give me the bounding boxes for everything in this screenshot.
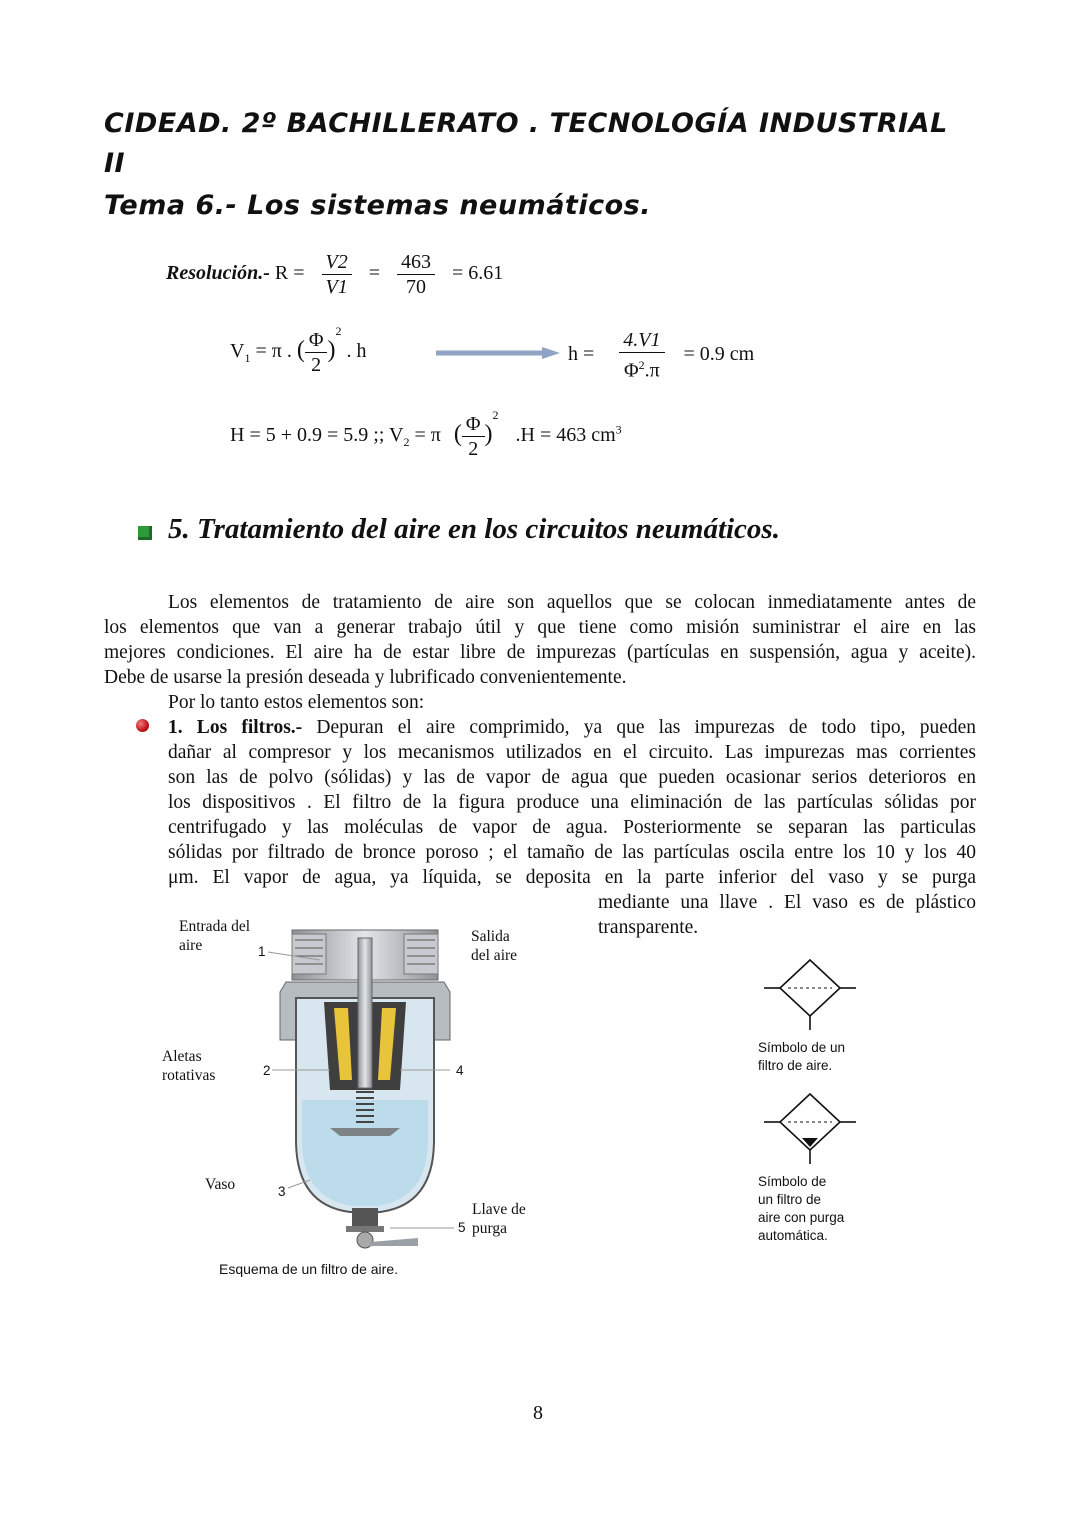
v1: V1 xyxy=(325,276,348,298)
filters-title: 1. Los filtros.- xyxy=(168,717,303,738)
callout-3: 3 xyxy=(278,1184,286,1199)
pi-den: .π xyxy=(644,359,660,382)
formula-H: H = 5 + 0.9 = 5.9 ;; $V_2 = \pi$ ( $\frac{\Phi}{2}$ )$^2$ .H = 463 $cm^3$ xyxy=(230,408,622,460)
filter-symbol-icon xyxy=(764,958,856,1034)
fraction-4v1 xyxy=(619,328,664,383)
aletas-line-2: rotativas xyxy=(162,1067,216,1084)
symbol-2-line-3: aire con purga xyxy=(758,1210,845,1225)
label-vaso: Vaso xyxy=(205,1176,236,1193)
fraction-v2-v1 xyxy=(322,250,352,299)
llave-line-1: Llave de xyxy=(472,1201,526,1218)
figure-caption: Esquema de un filtro de aire. xyxy=(219,1261,398,1277)
two: 2 xyxy=(311,354,322,376)
fraction-phi-2-b xyxy=(462,412,485,461)
section-bullet-icon xyxy=(138,526,152,540)
list-item-filters xyxy=(168,715,976,890)
H-tail: .H = 463 cm xyxy=(515,424,616,447)
square-b: 2 xyxy=(492,408,499,423)
label-aletas xyxy=(162,1047,215,1085)
symbol-1-line-1: Símbolo de un xyxy=(758,1040,846,1055)
filters-line-1: Depuran el aire comprimido, ya que las impurezas de todo tipo, pueden xyxy=(316,717,976,738)
section-title: 5. Tratamiento del aire en los circuitos neumáticos. xyxy=(168,513,780,545)
symbol-2-line-2: un filtro de xyxy=(758,1192,822,1207)
callout-1: 1 xyxy=(258,944,266,959)
formula-h xyxy=(568,328,754,383)
filters-line-2: dañar al compresor y los mecanismos utilizados en el circuito. Las impurezas mas corrientes xyxy=(168,742,976,763)
ratio-result: = 6.61 xyxy=(452,262,504,285)
dot-h: . h xyxy=(346,340,367,363)
v2: V2 xyxy=(322,250,352,275)
callout-4: 4 xyxy=(456,1063,464,1078)
callout-2: 2 xyxy=(263,1063,271,1078)
H-eq: = π xyxy=(414,424,441,447)
header-topic: Tema 6.- Los sistemas neumáticos. xyxy=(104,190,651,221)
label-salida xyxy=(471,927,517,965)
label-entrada xyxy=(179,917,250,955)
two-b: 2 xyxy=(468,438,479,460)
H-line: H = 5 + 0.9 = 5.9 ;; V xyxy=(230,424,404,447)
fraction-463-70 xyxy=(397,250,435,299)
resolution-label: Resolución.- xyxy=(166,262,270,285)
v1-subscript: 1 xyxy=(244,351,251,366)
symbol-2-caption xyxy=(758,1173,844,1245)
h-result: = 0.9 cm xyxy=(683,342,755,365)
callout-5: 5 xyxy=(458,1220,466,1235)
formula-v1: $V_1 = \pi$ . ( $\frac{\Phi}{2}$ )$^2$ . h xyxy=(230,324,367,376)
air-filter-diagram xyxy=(250,920,480,1260)
intro-line-4: Debe de usarse la presión deseada y lubrificado convenientemente. xyxy=(104,667,627,688)
n70: 70 xyxy=(406,276,427,298)
phi: Φ xyxy=(305,328,328,353)
llave-line-2: purga xyxy=(472,1220,508,1237)
equals: = xyxy=(368,262,381,285)
filters-line-3: son las de polvo (sólidas) y las de vapor de agua que pueden ocasionar serios deterioros en xyxy=(168,767,976,788)
symbol-1-caption xyxy=(758,1039,845,1075)
cm3-sup: 3 xyxy=(615,422,622,437)
filters-line-9: transparente. xyxy=(598,917,699,938)
salida-line-1: Salida xyxy=(471,928,510,945)
formula-ratio xyxy=(166,250,503,299)
phi-square: 2 xyxy=(638,358,645,372)
arrow-right-icon xyxy=(436,346,560,360)
symbol-2-line-1: Símbolo de xyxy=(758,1174,827,1189)
entrada-line-1: Entrada del xyxy=(179,918,251,935)
four-v1: 4.V1 xyxy=(619,328,664,353)
filters-line-7: μm. El vapor de agua, ya líquida, se deposita en la parte inferior del vaso y se purga xyxy=(168,867,976,888)
header-line-2: II xyxy=(104,148,126,179)
symbol-2-line-4: automática. xyxy=(758,1228,828,1243)
r-lhs: R = xyxy=(274,262,305,285)
paragraph-intro xyxy=(104,590,976,715)
phi-b: Φ xyxy=(462,412,485,437)
salida-line-2: del aire xyxy=(471,947,518,964)
filters-line-8: mediante una llave . El vaso es de plástico xyxy=(598,892,976,913)
aletas-line-1: Aletas xyxy=(162,1048,202,1065)
filters-line-4: los dispositivos . El filtro de la figura produce una eliminación de las partículas sólidas por xyxy=(168,792,976,813)
v1-symbol: V xyxy=(230,340,245,363)
intro-line-3: mejores condiciones. El aire ha de estar libre de impurezas (partículas en suspensión, agua y aceite). xyxy=(104,642,976,663)
intro-line-5: Por lo tanto estos elementos son: xyxy=(168,692,425,713)
V2-subscript: 2 xyxy=(403,435,410,450)
list-bullet-icon xyxy=(136,719,149,732)
square: 2 xyxy=(335,324,342,339)
fraction-phi-2 xyxy=(305,328,328,377)
filters-line-5: centrifugado y las moléculas de vapor de agua. Posteriormente se separan las particulas xyxy=(168,817,976,838)
filters-line-6: sólidas por filtrado de bronce poroso ; el tamaño de las partículas oscila entre los 10 y los 40 xyxy=(168,842,976,863)
intro-line-1: Los elementos de tratamiento de aire son aquellos que se colocan inmediatamente antes de xyxy=(168,592,976,613)
entrada-line-2: aire xyxy=(179,937,203,954)
symbol-1-line-2: filtro de aire. xyxy=(758,1058,833,1073)
header-line-1: CIDEAD. 2º BACHILLERATO . TECNOLOGÍA INDUSTRIAL xyxy=(104,108,948,139)
filters-continuation xyxy=(598,890,976,940)
phi-den: Φ xyxy=(624,359,639,382)
h-lhs: h = xyxy=(568,342,595,365)
label-llave xyxy=(472,1200,526,1238)
v1-eq: = π . xyxy=(255,340,292,363)
page-number: 8 xyxy=(533,1402,543,1424)
filter-auto-drain-symbol-icon xyxy=(764,1092,856,1168)
intro-line-2: los elementos que van a generar trabajo útil y que tiene como misión suministrar el aire en las xyxy=(104,617,976,638)
n463: 463 xyxy=(397,250,435,275)
